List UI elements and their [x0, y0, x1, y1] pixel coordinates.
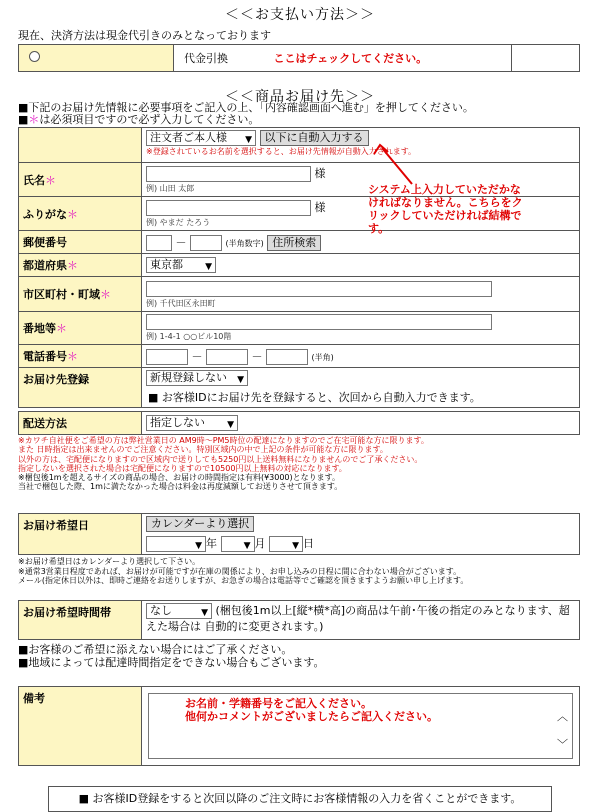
required-star: ＊ — [67, 207, 78, 221]
day-select[interactable] — [269, 536, 303, 552]
phone-input-2[interactable] — [206, 349, 248, 365]
required-star: ＊ — [100, 288, 111, 301]
name-hint: 例) 山田 太郎 — [146, 184, 195, 193]
cash-on-delivery-radio[interactable] — [29, 51, 40, 62]
payment-notice: 現在、決済方法は現金代引きのみとなっております — [18, 29, 271, 42]
chevron-down-icon: ▼ — [227, 420, 234, 430]
year-select[interactable] — [146, 536, 206, 552]
shipping-table — [18, 411, 580, 433]
autofill-select[interactable] — [146, 130, 256, 146]
name-label — [19, 163, 142, 197]
autofill-annotation: システム上入力していただかなければなりません。こちらをクリックしていただければ結構です。 — [368, 183, 523, 235]
furigana-hint: 例) やまだ たろう — [146, 218, 211, 227]
payment-radio-cell — [19, 45, 174, 72]
name-suffix: 様 — [314, 167, 326, 180]
register-note: ■ お客様IDにお届け先を登録すると、次回から自動入力できます。 — [148, 391, 481, 404]
shipping-cell — [142, 412, 580, 435]
time-select-value: なし — [150, 604, 172, 617]
calendar-select-button[interactable]: カレンダーより選択 — [146, 516, 254, 532]
postal-label: 郵便番号 — [19, 231, 142, 254]
street-hint: 例) 1-4-1 ○○ビル10階 — [146, 332, 232, 341]
payment-check-note: ここはチェックしてください。 — [273, 52, 428, 65]
shipping-note-red-2: また 日時指定は出来ませんのでご注意ください。特別区域内の中で上記の条件が可能な方に限ります。 — [18, 445, 388, 455]
delivery-table — [18, 127, 580, 408]
phone-cell — [142, 345, 580, 368]
city-cell — [142, 277, 580, 312]
phone-hint: (半角) — [311, 352, 334, 362]
phone-dash-1: － — [191, 349, 203, 363]
month-label: 月 — [254, 537, 266, 550]
remarks-label: 備考 — [19, 687, 142, 766]
time-table — [18, 600, 580, 640]
phone-input-3[interactable] — [266, 349, 308, 365]
furigana-label — [19, 197, 142, 231]
register-cell — [142, 368, 580, 408]
city-label-text: 市区町村・町域 — [23, 288, 100, 301]
postal-input-2[interactable] — [190, 235, 222, 251]
chevron-down-icon: ▼ — [205, 262, 212, 272]
prefecture-label — [19, 254, 142, 277]
delivery-title: ＜＜商品お届け先＞＞ — [225, 89, 375, 105]
delivery-intro-1: ■下記のお届け先情報に必要事項をご記入の上、「内容確認画面へ進む」を押してください。 — [18, 101, 474, 114]
time-cell — [142, 601, 580, 640]
postal-hint: (半角数字) — [225, 238, 264, 248]
prefecture-select[interactable] — [146, 257, 216, 273]
phone-label-text: 電話番号 — [23, 350, 67, 363]
autofill-note: ※登録されているお名前を選択すると、お届け先情報が自動入力されます。 — [146, 147, 417, 156]
intro-bullet: ■ — [18, 113, 29, 126]
autofill-select-value: 注文者ご本人様 — [150, 131, 227, 144]
phone-dash-2: － — [251, 349, 263, 363]
time-select[interactable] — [146, 603, 212, 619]
phone-input-1[interactable] — [146, 349, 188, 365]
name-label-text: 氏名 — [23, 173, 45, 187]
date-note-1: ※お届け希望日はカレンダーより選択して下さい。 — [18, 557, 201, 566]
payment-method-label: 代金引換 — [184, 52, 228, 65]
autofill-label-cell — [19, 128, 142, 163]
remarks-textarea[interactable] — [148, 693, 573, 759]
furigana-label-text: ふりがな — [23, 207, 67, 221]
date-note-3: メール(指定休日以外は、即時ご連絡をお送りしますが、お急ぎの場合は電話等でご確認を頂きますようお願い申し上げます。 — [18, 576, 469, 585]
name-input[interactable] — [146, 166, 311, 182]
chevron-down-icon: ▼ — [237, 375, 244, 385]
footer-note: ■ お客様ID登録をすると次回以降のご注文時にお客様情報の入力を省くことができます。 — [78, 792, 522, 805]
time-after-2: ■地域によっては配達時間指定をできない場合もございます。 — [18, 656, 325, 669]
scroll-up-icon[interactable]: ︿ — [557, 710, 568, 723]
year-label: 年 — [206, 537, 217, 550]
date-label: お届け希望日 — [19, 514, 142, 555]
time-note: (梱包後1m以上[縦*横*高]の商品は午前･午後の指定のみとなります、超えた場合は 自動的に変更されます。) — [146, 604, 570, 633]
footer-box — [48, 786, 552, 812]
intro-text: は必須項目ですので必ず入力してください。 — [39, 113, 260, 126]
chevron-down-icon: ▼ — [195, 541, 202, 551]
register-select-value: 新規登録しない — [150, 371, 227, 384]
address-search-button[interactable]: 住所検索 — [267, 235, 321, 251]
street-label-text: 番地等 — [23, 322, 56, 335]
required-star: ＊ — [67, 350, 78, 363]
date-table — [18, 513, 580, 555]
remarks-table — [18, 686, 580, 766]
postal-input-1[interactable] — [146, 235, 172, 251]
shipping-note-red-3: 以外の方は、宅配便になりますので区域内で送りしても5250円以上送料無料になりませんのでご了承ください。 — [18, 454, 423, 464]
required-star: ＊ — [67, 259, 78, 272]
payment-method-cell — [174, 45, 512, 72]
prefecture-label-text: 都道府県 — [23, 259, 67, 272]
date-note-2: ※通常3営業日程度であれば、お届けが可能ですが在庫の関係により、お申し込みの日程に間に合わない場合がございます。 — [18, 566, 462, 576]
prefecture-cell — [142, 254, 580, 277]
date-cell — [142, 514, 580, 555]
required-star: ＊ — [45, 173, 56, 187]
required-star: ＊ — [56, 322, 67, 335]
shipping-note-1: ※梱包後1mを超えるサイズの商品の場合、お届けの時間指定は有料(¥3000)となります。 — [18, 473, 340, 483]
month-select[interactable] — [221, 536, 255, 552]
shipping-note-red-4: 指定しないを選択された場合は宅配便になりますので10500円以上無料の対応になります。 — [18, 463, 347, 473]
time-after-1: ■お客様のご希望に添えない場合にはご了承ください。 — [18, 643, 293, 656]
date-notes — [18, 557, 588, 586]
payment-empty-cell — [512, 45, 580, 72]
chevron-down-icon: ▼ — [292, 541, 299, 551]
remarks-line-2: 他何かコメントがございましたらご記入ください。 — [185, 710, 438, 723]
delivery-intro-2 — [18, 114, 259, 126]
chevron-down-icon: ▼ — [245, 135, 252, 145]
street-input[interactable] — [146, 314, 492, 330]
city-label — [19, 277, 142, 312]
city-input[interactable] — [146, 281, 492, 297]
furigana-input[interactable] — [146, 200, 311, 216]
autofill-button[interactable]: 以下に自動入力する — [260, 130, 369, 146]
chevron-down-icon: ▼ — [201, 608, 208, 618]
street-label — [19, 312, 142, 345]
payment-title: ＜＜お支払い方法＞＞ — [225, 7, 375, 23]
city-hint: 例) 千代田区永田町 — [146, 299, 216, 308]
chevron-down-icon: ▼ — [243, 541, 251, 551]
required-star: ＊ — [28, 113, 40, 126]
time-label: お届け希望時間帯 — [19, 601, 142, 640]
remarks-line-1: お名前・学籍番号をご記入ください。 — [185, 697, 372, 710]
remarks-cell — [142, 687, 580, 766]
register-select[interactable] — [146, 370, 248, 386]
shipping-notes — [18, 436, 588, 492]
phone-label — [19, 345, 142, 368]
postal-dash: － — [175, 235, 187, 249]
furigana-suffix: 様 — [314, 201, 326, 214]
street-cell — [142, 312, 580, 345]
prefecture-select-value: 東京都 — [150, 258, 183, 271]
register-label: お届け先登録 — [19, 368, 142, 408]
scroll-down-icon[interactable]: ﹀ — [557, 738, 568, 751]
payment-table — [18, 44, 580, 72]
shipping-select-value: 指定しない — [150, 416, 205, 429]
shipping-note-2: 当社で梱包した際、1mに満たなかった場合は料金は再度減額してお送りさせて頂きます。 — [18, 482, 343, 492]
shipping-label: 配送方法 — [19, 412, 142, 435]
shipping-select[interactable] — [146, 415, 238, 431]
shipping-note-red-1: ※カワチ自社便をご希望の方は弊社営業日の AM9時～PM5時位の配達になりますのでご在宅可能な方に限ります。 — [18, 436, 429, 445]
day-label: 日 — [303, 537, 314, 550]
